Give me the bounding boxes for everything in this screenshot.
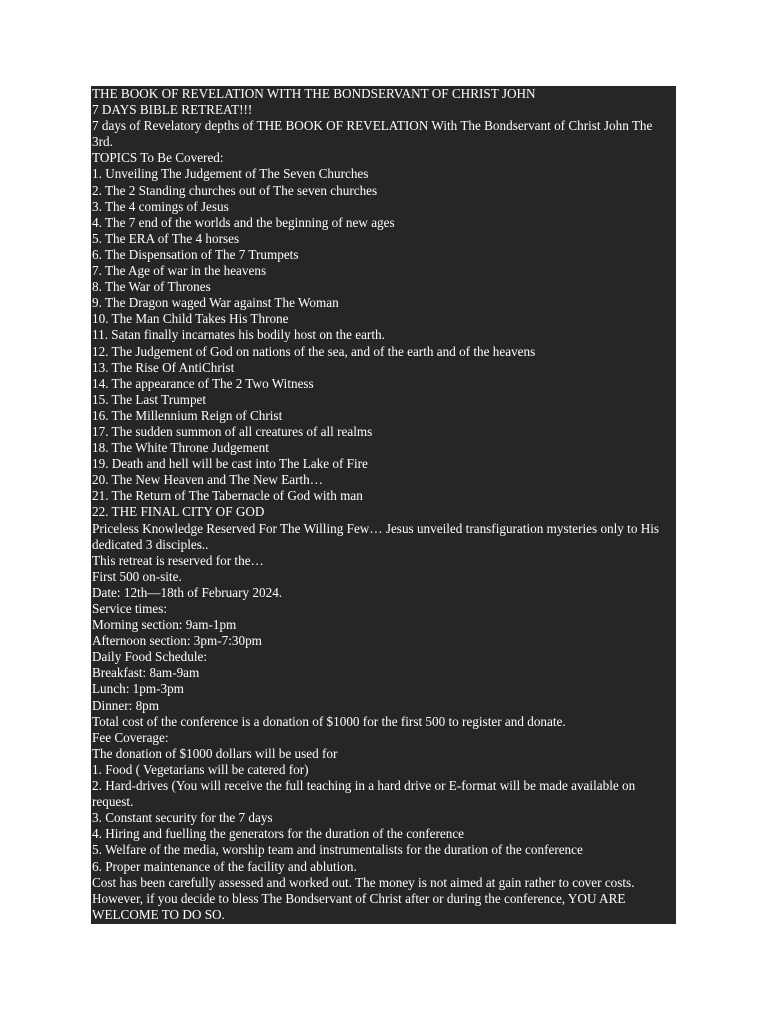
- topics-heading: TOPICS To Be Covered:: [92, 150, 224, 166]
- topic-item: 20. The New Heaven and The New Earth…: [92, 472, 323, 488]
- topic-item: 9. The Dragon waged War against The Woman: [92, 295, 339, 311]
- topic-item: 10. The Man Child Takes His Throne: [92, 311, 289, 327]
- doc-title: THE BOOK OF REVELATION WITH THE BONDSERVANT OF CHRIST JOHN: [92, 86, 536, 101]
- topic-item: 7. The Age of war in the heavens: [92, 263, 267, 279]
- breakfast-line: Breakfast: 8am-9am: [92, 665, 200, 681]
- fee-item: 4. Hiring and fuelling the generators for the duration of the conference: [92, 826, 465, 842]
- topic-item: 18. The White Throne Judgement: [92, 440, 269, 456]
- first500-line: First 500 on-site.: [92, 568, 182, 584]
- topic-item: 8. The War of Thrones: [92, 279, 211, 295]
- document-page: [91, 86, 676, 924]
- topic-item: 16. The Millennium Reign of Christ: [92, 407, 283, 423]
- topic-item: 19. Death and hell will be cast into The Lake of Fire: [92, 456, 368, 472]
- priceless-paragraph: Priceless Knowledge Reserved For The Willing Few… Jesus unveiled transfiguration mysteries only to His dedicated 3 disciples..: [92, 520, 660, 552]
- fee-heading: Fee Coverage:: [92, 729, 169, 745]
- topic-item: 6. The Dispensation of The 7 Trumpets: [92, 246, 299, 262]
- topic-item: 2. The 2 Standing churches out of The seven churches: [92, 182, 378, 198]
- food-heading: Daily Food Schedule:: [92, 649, 208, 665]
- fee-item: 6. Proper maintenance of the facility and ablution.: [92, 858, 357, 874]
- retreat-heading: 7 DAYS BIBLE RETREAT!!!: [92, 102, 253, 118]
- dinner-line: Dinner: 8pm: [92, 697, 160, 713]
- topic-item: 3. The 4 comings of Jesus: [92, 198, 229, 214]
- topic-item: 12. The Judgement of God on nations of the sea, and of the earth and of the heavens: [92, 343, 536, 359]
- topic-item: 4. The 7 end of the worlds and the beginning of new ages: [92, 214, 395, 230]
- fee-intro: The donation of $1000 dollars will be used for: [92, 745, 338, 761]
- intro-paragraph: 7 days of Revelatory depths of THE BOOK OF REVELATION With The Bondservant of Christ John The 3rd.: [92, 118, 653, 150]
- lunch-line: Lunch: 1pm-3pm: [92, 681, 184, 697]
- reserved-line: This retreat is reserved for the…: [92, 552, 264, 568]
- topic-item: 15. The Last Trumpet: [92, 391, 207, 407]
- topic-item: 13. The Rise Of AntiChrist: [92, 359, 235, 375]
- topic-item: 1. Unveiling The Judgement of The Seven Churches: [92, 166, 369, 182]
- morning-line: Morning section: 9am-1pm: [92, 617, 237, 633]
- fee-item: 2. Hard-drives (You will receive the full teaching in a hard drive or E-format will be made available on request.: [92, 778, 636, 810]
- topic-item: 17. The sudden summon of all creatures of all realms: [92, 423, 373, 439]
- fee-item: 3. Constant security for the 7 days: [92, 810, 273, 826]
- fee-list: [92, 762, 675, 875]
- date-line: Date: 12th—18th of February 2024.: [92, 584, 283, 600]
- service-heading: Service times:: [92, 601, 168, 616]
- closing-paragraph: Cost has been carefully assessed and worked out. The money is not aimed at gain rather to cover costs. However, if you decide to bless The Bondservant of Christ after or during the conference, YOU ARE WELCOME TO DO SO.: [92, 874, 635, 922]
- total-cost-line: Total cost of the conference is a donation of $1000 for the first 500 to register and donate.: [92, 713, 566, 729]
- afternoon-line: Afternoon section: 3pm-7:30pm: [92, 633, 262, 649]
- topic-item: 5. The ERA of The 4 horses: [92, 230, 240, 246]
- topic-item: 22. THE FINAL CITY OF GOD: [92, 504, 265, 520]
- topic-item: 14. The appearance of The 2 Two Witness: [92, 375, 314, 391]
- fee-item: 1. Food ( Vegetarians will be catered for): [92, 761, 309, 777]
- topic-item: 21. The Return of The Tabernacle of God with man: [92, 488, 363, 504]
- fee-item: 5. Welfare of the media, worship team and instrumentalists for the duration of the conference: [92, 842, 583, 858]
- topic-item: 11. Satan finally incarnates his bodily host on the earth.: [92, 327, 385, 343]
- topics-list: [92, 166, 675, 520]
